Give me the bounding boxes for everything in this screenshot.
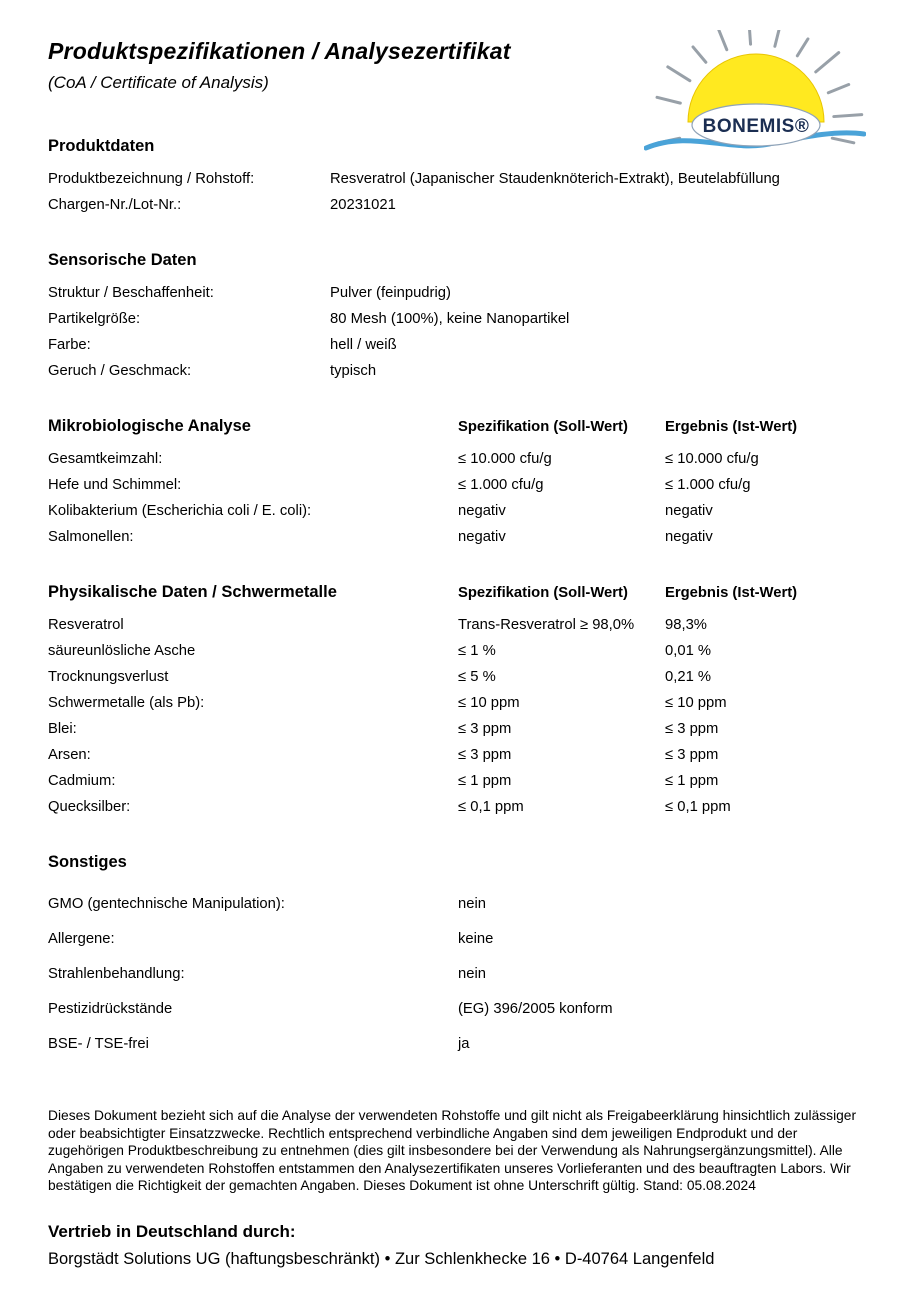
row-label: GMO (gentechnische Manipulation): bbox=[48, 896, 285, 912]
empty-cell bbox=[665, 952, 861, 978]
sensorisch-rows bbox=[48, 280, 861, 384]
page-title: Produktspezifikationen / Analysezertifikat bbox=[48, 38, 511, 64]
row-label: Trocknungsverlust bbox=[48, 669, 169, 685]
table-row bbox=[48, 987, 861, 1022]
row-value: ja bbox=[458, 1036, 470, 1052]
row-label: Produktbezeichnung / Rohstoff: bbox=[48, 171, 255, 187]
row-label: Geruch / Geschmack: bbox=[48, 363, 192, 379]
row-value: 80 Mesh (100%), keine Nanopartikel bbox=[330, 311, 570, 327]
table-row bbox=[48, 332, 861, 358]
result-value: 0,21 % bbox=[665, 669, 712, 685]
table-row bbox=[48, 716, 861, 742]
spec-value: ≤ 1.000 cfu/g bbox=[458, 477, 544, 493]
spec-value: ≤ 0,1 ppm bbox=[458, 799, 524, 815]
spec-value: Trans-Resveratrol ≥ 98,0% bbox=[458, 617, 635, 633]
result-value: ≤ 1.000 cfu/g bbox=[665, 477, 751, 493]
table-row bbox=[48, 690, 861, 716]
empty-cell bbox=[665, 1022, 861, 1048]
row-value: Pulver (feinpudrig) bbox=[330, 285, 451, 301]
column-header-ergebnis: Ergebnis (Ist-Wert) bbox=[665, 419, 798, 435]
spec-value: ≤ 3 ppm bbox=[458, 721, 512, 737]
row-label: Salmonellen: bbox=[48, 529, 134, 545]
result-value: ≤ 3 ppm bbox=[665, 747, 719, 763]
result-value: ≤ 3 ppm bbox=[665, 721, 719, 737]
distribution-heading: Vertrieb in Deutschland durch: bbox=[48, 1221, 296, 1241]
section-heading: Mikrobiologische Analyse bbox=[48, 417, 251, 435]
result-value: negativ bbox=[665, 529, 713, 545]
spec-value: ≤ 10.000 cfu/g bbox=[458, 451, 552, 467]
row-label: Farbe: bbox=[48, 337, 91, 353]
row-label: Strahlenbehandlung: bbox=[48, 966, 185, 982]
row-label: Hefe und Schimmel: bbox=[48, 477, 182, 493]
table-row bbox=[48, 446, 861, 472]
table-row bbox=[48, 794, 861, 820]
section-heading: Sensorische Daten bbox=[48, 251, 197, 269]
row-value: typisch bbox=[330, 363, 377, 379]
table-row bbox=[48, 192, 861, 218]
sonstiges-rows bbox=[48, 882, 861, 1057]
disclaimer-text: Dieses Dokument bezieht sich auf die Analyse der verwendeten Rohstoffe und gilt nicht als Freigabeerklärung hinsichtlich zulässiger oder beabsichtigter Einsatzzwecke. Rechtlich entsprechend verbindliche Angaben sind dem jeweiligen Endprodukt und der zugehörigen Produktbeschreibung zu entnehmen (dies gilt insbesondere bei der Verwendung als Nahrungsergänzungsmittel). Alle Angaben zu verwendeten Rohstoffen entstammen den Analysezertifikaten unseres Vorlieferanten und des beauftragten Labors. Wir bestätigen die Richtigkeit der gemachten Angaben. Dieses Dokument ist ohne Unterschrift gültig. Stand: 05.08.2024 bbox=[48, 1108, 857, 1194]
table-row bbox=[48, 952, 861, 987]
spec-value: ≤ 5 % bbox=[458, 669, 496, 685]
row-value: keine bbox=[458, 931, 494, 947]
table-row bbox=[48, 280, 861, 306]
page-subtitle: (CoA / Certificate of Analysis) bbox=[48, 73, 269, 92]
section-mikrobiologische-analyse bbox=[48, 417, 861, 550]
spec-value: ≤ 1 % bbox=[458, 643, 496, 659]
produktdaten-rows bbox=[48, 166, 861, 218]
row-label: Arsen: bbox=[48, 747, 91, 763]
spec-value: ≤ 3 ppm bbox=[458, 747, 512, 763]
result-value: ≤ 1 ppm bbox=[665, 773, 719, 789]
spec-value: ≤ 10 ppm bbox=[458, 695, 520, 711]
spec-value: negativ bbox=[458, 529, 506, 545]
result-value: 98,3% bbox=[665, 617, 707, 633]
row-label: Kolibakterium (Escherichia coli / E. coli): bbox=[48, 503, 312, 519]
table-header-row bbox=[48, 417, 861, 436]
mikrobiologie-rows bbox=[48, 446, 861, 550]
table-row bbox=[48, 742, 861, 768]
row-label: säureunlösliche Asche bbox=[48, 643, 196, 659]
section-heading: Physikalische Daten / Schwermetalle bbox=[48, 583, 337, 601]
spec-value: ≤ 1 ppm bbox=[458, 773, 512, 789]
table-row bbox=[48, 882, 861, 917]
spec-value: negativ bbox=[458, 503, 506, 519]
result-value: ≤ 10 ppm bbox=[665, 695, 727, 711]
row-label: Gesamtkeimzahl: bbox=[48, 451, 163, 467]
table-row bbox=[48, 524, 861, 550]
row-value: hell / weiß bbox=[330, 337, 397, 353]
table-row bbox=[48, 638, 861, 664]
column-header-ergebnis: Ergebnis (Ist-Wert) bbox=[665, 585, 798, 601]
distribution-address: Borgstädt Solutions UG (haftungsbeschränkt) • Zur Schlenkhecke 16 • D-40764 Langenfeld bbox=[48, 1249, 715, 1268]
row-label: Schwermetalle (als Pb): bbox=[48, 695, 205, 711]
result-value: ≤ 0,1 ppm bbox=[665, 799, 731, 815]
row-label: Struktur / Beschaffenheit: bbox=[48, 285, 214, 301]
brand-name: BONEMIS® bbox=[702, 116, 810, 137]
row-label: Blei: bbox=[48, 721, 77, 737]
table-row bbox=[48, 1022, 861, 1057]
bonemis-logo bbox=[644, 30, 866, 160]
row-value: Resveratrol (Japanischer Staudenknöterich-Extrakt), Beutelabfüllung bbox=[330, 171, 780, 187]
table-row bbox=[48, 358, 861, 384]
table-row bbox=[48, 917, 861, 952]
column-header-spezifikation: Spezifikation (Soll-Wert) bbox=[458, 419, 628, 435]
table-row bbox=[48, 664, 861, 690]
table-row bbox=[48, 166, 861, 192]
row-label: Chargen-Nr./Lot-Nr.: bbox=[48, 197, 182, 213]
row-value: nein bbox=[458, 966, 486, 982]
column-header-spezifikation: Spezifikation (Soll-Wert) bbox=[458, 585, 628, 601]
empty-cell bbox=[665, 882, 861, 908]
result-value: negativ bbox=[665, 503, 713, 519]
row-label: BSE- / TSE-frei bbox=[48, 1036, 149, 1052]
physikalisch-rows bbox=[48, 612, 861, 820]
row-label: Cadmium: bbox=[48, 773, 116, 789]
section-sonstiges bbox=[48, 853, 861, 1057]
section-physikalische-daten bbox=[48, 583, 861, 820]
table-row bbox=[48, 768, 861, 794]
row-label: Allergene: bbox=[48, 931, 115, 947]
section-heading: Sonstiges bbox=[48, 853, 127, 871]
row-label: Pestizidrückstände bbox=[48, 1001, 173, 1017]
row-label: Quecksilber: bbox=[48, 799, 131, 815]
table-row bbox=[48, 498, 861, 524]
empty-cell bbox=[665, 987, 861, 1013]
table-row bbox=[48, 306, 861, 332]
row-value: (EG) 396/2005 konform bbox=[458, 1001, 613, 1017]
table-header-row bbox=[48, 583, 861, 602]
section-sensorische-daten bbox=[48, 251, 861, 384]
table-row bbox=[48, 612, 861, 638]
empty-cell bbox=[665, 917, 861, 943]
result-value: 0,01 % bbox=[665, 643, 712, 659]
row-label: Partikelgröße: bbox=[48, 311, 141, 327]
row-label: Resveratrol bbox=[48, 617, 124, 633]
section-heading: Produktdaten bbox=[48, 137, 155, 155]
result-value: ≤ 10.000 cfu/g bbox=[665, 451, 759, 467]
row-value: 20231021 bbox=[330, 197, 396, 213]
table-row bbox=[48, 472, 861, 498]
row-value: nein bbox=[458, 896, 486, 912]
